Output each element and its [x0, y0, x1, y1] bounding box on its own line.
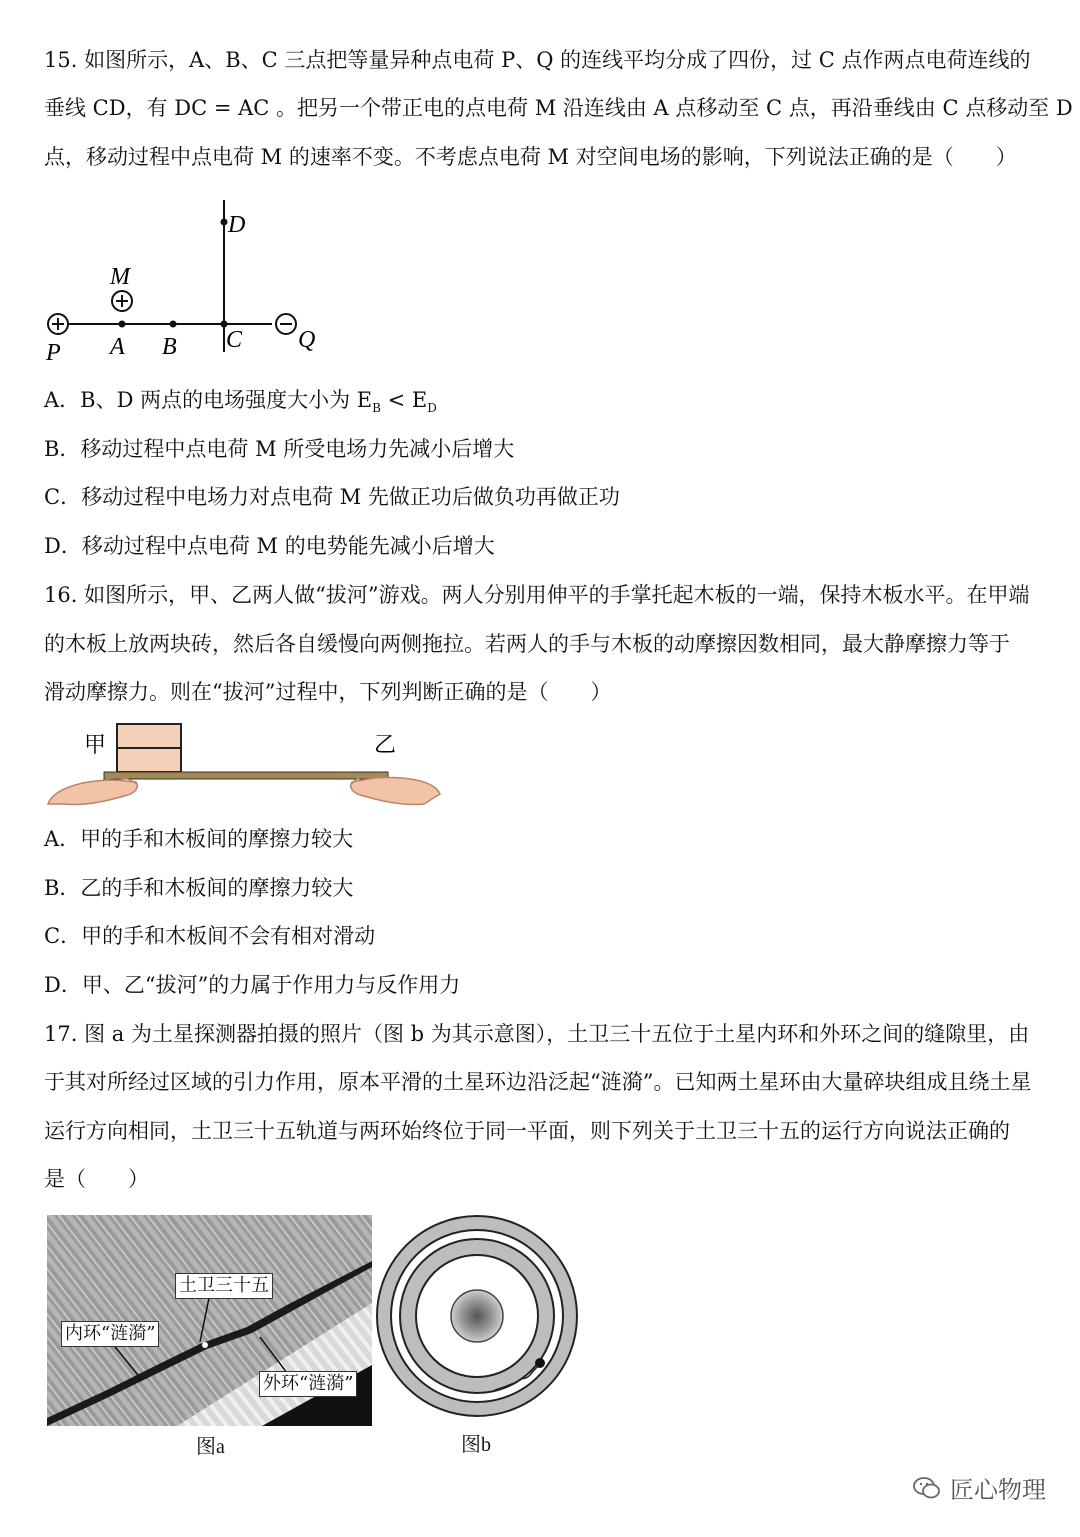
q15-figure-charges [40, 192, 340, 372]
label-q: Q [298, 327, 316, 353]
brick-top [117, 724, 181, 748]
q15-option-a-text: A．B、D 两点的电场强度大小为 E [44, 388, 373, 412]
moon-dot-icon [535, 1358, 545, 1368]
right-hand-icon [351, 778, 440, 805]
q15-option-b-text: B．移动过程中点电荷 M 所受电场力先减小后增大 [44, 437, 515, 461]
q16-figure-tug-of-war [44, 718, 444, 813]
q16-option-c-text: C．甲的手和木板间不会有相对滑动 [44, 924, 376, 948]
q16-stem-text1: 如图所示，甲、乙两人做“拔河”游戏。两人分别用伸平的手掌托起木板的一端，保持木板水平。在甲端 [84, 583, 1030, 607]
label-a: A [110, 334, 125, 360]
q17-photo-figure-a [47, 1215, 372, 1426]
q16-option-a-text: A．甲的手和木板间的摩擦力较大 [44, 827, 354, 851]
q15-option-a-lt: < E [380, 388, 428, 412]
q15-option-c [44, 483, 620, 511]
q15-option-d [44, 532, 495, 560]
q16-stem-text2: 的木板上放两块砖，然后各自缓慢向两侧拖拉。若两人的手与木板的动摩擦因数相同，最大静摩擦力等于 [44, 632, 1010, 656]
label-p: P [46, 340, 61, 366]
watermark [912, 1470, 1046, 1505]
label-c: C [226, 327, 243, 353]
label-outer-ripple: 外环“涟漪” [259, 1371, 357, 1397]
q15-number: 15. [44, 48, 85, 72]
q16-stem-line3 [44, 678, 611, 706]
q17-stem-text2: 于其对所经过区域的引力作用，原本平滑的土星环边沿泛起“涟漪”。已知两土星环由大量碎块组成且绕土星 [44, 1070, 1032, 1094]
q17-stem-line2 [44, 1068, 1031, 1096]
left-hand-icon [48, 780, 137, 805]
caption-figure-a: 图a [196, 1436, 225, 1458]
q17-stem-line3 [44, 1117, 1010, 1145]
q16-option-b [44, 874, 353, 902]
caption-figure-b: 图b [461, 1434, 491, 1456]
q15-stem-line2 [44, 94, 1073, 122]
q15-stem-text2: 垂线 CD，有 DC = AC 。把另一个带正电的点电荷 M 沿连线由 A 点移动至 C 点，再沿垂线由 C 点移动至 D [44, 96, 1073, 120]
label-inner-ripple: 内环“涟漪” [61, 1321, 159, 1347]
q15-stem-text3: 点，移动过程中点电荷 M 的速率不变。不考虑点电荷 M 对空间电场的影响，下列说法正确的是（ ） [44, 145, 1017, 169]
q15-option-d-text: D．移动过程中点电荷 M 的电势能先减小后增大 [44, 534, 495, 558]
q17-stem-line1 [44, 1020, 1029, 1048]
q15-option-a [44, 386, 437, 422]
saturn-icon [451, 1290, 503, 1342]
q17-stem-text1: 图 a 为土星探测器拍摄的照片（图 b 为其示意图），土卫三十五位于土星内环和外环之间的缝隙里，由 [84, 1022, 1030, 1046]
label-yi: 乙 [374, 733, 397, 758]
point-d-dot [221, 219, 228, 226]
q16-option-b-text: B．乙的手和木板间的摩擦力较大 [44, 876, 354, 900]
q15-option-c-text: C．移动过程中电场力对点电荷 M 先做正功后做负功再做正功 [44, 485, 620, 509]
point-b-dot [170, 321, 177, 328]
q16-number: 16. [44, 583, 78, 607]
label-moon: 土卫三十五 [175, 1273, 273, 1299]
label-b: B [162, 334, 177, 360]
q15-stem-text1: 如图所示，A、B、C 三点把等量异种点电荷 P、Q 的连线平均分成了四份，过 C 点作两点电荷连线的 [84, 48, 1031, 72]
q17-stem-text4: 是（ ） [44, 1167, 149, 1191]
label-d: D [228, 212, 246, 238]
q15-option-a-sub-b: B [372, 401, 381, 416]
label-m: M [110, 264, 130, 290]
q17-number: 17. [44, 1022, 78, 1046]
q15-option-b [44, 435, 514, 463]
q16-option-d [44, 971, 460, 999]
q16-stem-line2 [44, 630, 1010, 658]
q15-option-a-sub-d: D [427, 401, 437, 416]
q17-stem-text3: 运行方向相同，土卫三十五轨道与两环始终位于同一平面，则下列关于土卫三十五的运行方向说法正确的 [44, 1119, 1010, 1143]
q16-option-d-text: D．甲、乙“拔河”的力属于作用力与反作用力 [44, 973, 461, 997]
q16-stem-text3: 滑动摩擦力。则在“拔河”过程中，下列判断正确的是（ ） [44, 680, 612, 704]
q16-option-a [44, 825, 353, 853]
wechat-icon [912, 1475, 942, 1501]
q16-option-c [44, 922, 375, 950]
q17-schematic-figure-b [375, 1212, 580, 1422]
q17-stem-line4 [44, 1165, 149, 1193]
watermark-text: 匠心物理 [950, 1476, 1046, 1504]
q15-stem-line3 [44, 143, 1017, 171]
wooden-board [104, 772, 388, 779]
point-a-dot [119, 321, 126, 328]
q15-stem-line1 [44, 46, 1031, 74]
q16-stem-line1 [44, 581, 1030, 609]
label-jia: 甲 [84, 733, 107, 758]
brick-bottom [117, 748, 181, 772]
